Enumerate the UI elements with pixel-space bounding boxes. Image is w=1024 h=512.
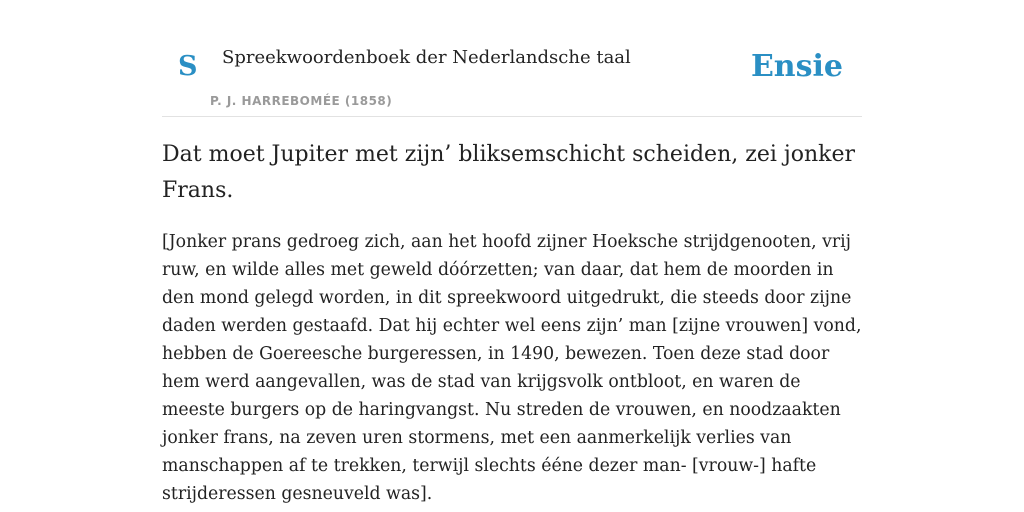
ensie-logo[interactable]: Ensie bbox=[750, 49, 843, 84]
book-title-link[interactable]: Spreekwoordenboek der Nederlandsche taal bbox=[222, 47, 631, 68]
entry-title: Dat moet Jupiter met zijn’ bliksemschicht scheiden, zei jonker Frans. bbox=[162, 142, 855, 203]
book-author: P. J. HARREBOMÉE (1858) bbox=[210, 94, 393, 108]
source-logo-icon[interactable]: S bbox=[178, 51, 198, 82]
header bbox=[162, 40, 862, 117]
entry-body: [Jonker prans gedroeg zich, aan het hoofd zijner Hoeksche strijdgenooten, vrij ruw, en wilde alles met geweld dóórzetten; van daar, dat hem de moorden in den mond gelegd worden, in dit spreekwoord uitgedrukt, die steeds door zijne daden werden gestaafd. Dat hij echter wel eens zijn’ man [zijne vrouwen] vond, hebben de Goereesche burgeressen, in 1490, bewezen. Toen deze stad door hem werd aangevallen, was de stad van krijgsvolk ontbloot, en waren de meeste burgers op de haringvangst. Nu streden de vrouwen, en noodzaakten jonker frans, na zeven uren stormens, met een aanmerkelijk verlies van manschappen af te trekken, terwijl slechts ééne dezer man- [vrouw-] hafte strijderessen gesneuveld was]. bbox=[162, 232, 862, 504]
